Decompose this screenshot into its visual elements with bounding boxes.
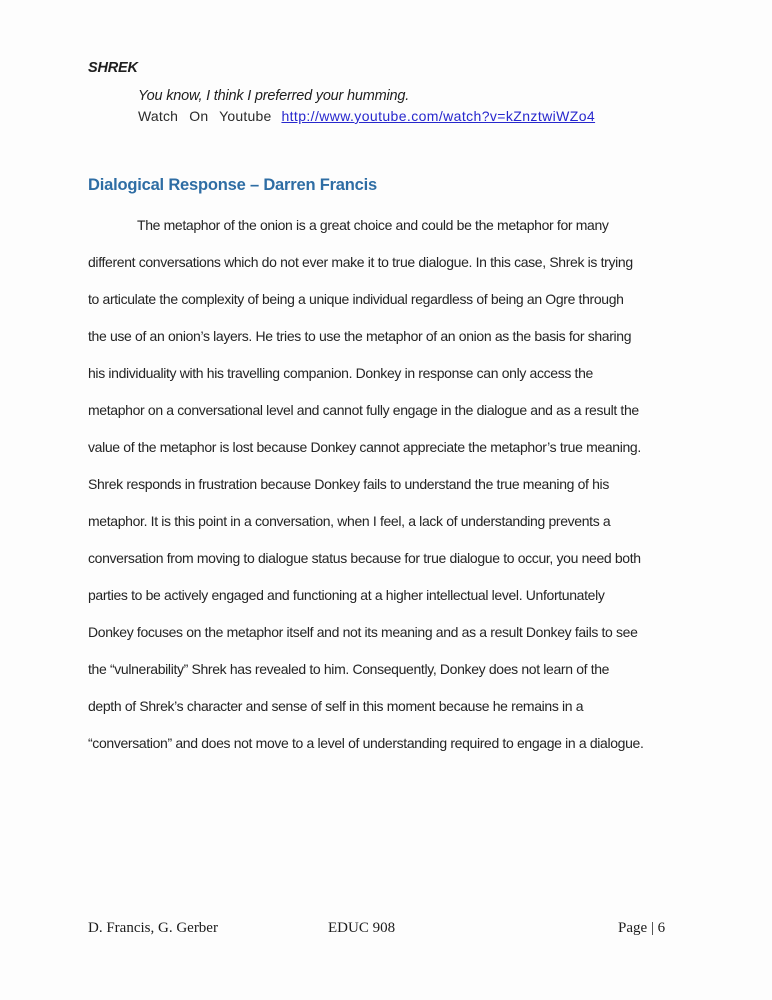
- paragraph-line: conversation from moving to dialogue status because for true dialogue to occur, you need both: [88, 550, 641, 566]
- paragraph-line: Donkey focuses on the metaphor itself and not its meaning and as a result Donkey fails to see: [88, 624, 638, 640]
- paragraph-line: the “vulnerability” Shrek has revealed to him. Consequently, Donkey does not learn of the: [88, 661, 610, 677]
- script-quote-line: You know, I think I preferred your humming.: [138, 88, 410, 104]
- paragraph-line: different conversations which do not ever make it to true dialogue. In this case, Shrek is trying: [88, 254, 633, 270]
- footer-course-code: EDUC 908: [328, 920, 396, 936]
- paragraph-line: parties to be actively engaged and functioning at a higher intellectual level. Unfortunately: [88, 587, 605, 603]
- paragraph-line: value of the metaphor is lost because Donkey cannot appreciate the metaphor’s true meaning.: [88, 439, 641, 455]
- body-paragraph: [88, 207, 728, 762]
- section-heading: Dialogical Response – Darren Francis: [88, 176, 377, 194]
- paragraph-line: depth of Shrek’s character and sense of self in this moment because he remains in a: [88, 698, 584, 714]
- footer-authors: D. Francis, G. Gerber: [88, 920, 218, 936]
- watch-prefix-label: Watch On Youtube: [138, 108, 272, 124]
- youtube-link[interactable]: http://www.youtube.com/watch?v=kZnztwiWZo4: [281, 108, 596, 124]
- paragraph-line: the use of an onion’s layers. He tries to use the metaphor of an onion as the basis for sharing: [88, 328, 632, 344]
- paragraph-line: Shrek responds in frustration because Donkey fails to understand the true meaning of his: [88, 476, 609, 492]
- script-speaker: SHREK: [88, 60, 138, 76]
- paragraph-line: his individuality with his travelling companion. Donkey in response can only access the: [88, 365, 593, 381]
- paragraph-line: The metaphor of the onion is a great choice and could be the metaphor for many: [137, 217, 609, 233]
- paragraph-line: to articulate the complexity of being a unique individual regardless of being an Ogre through: [88, 291, 624, 307]
- paragraph-line: “conversation” and does not move to a level of understanding required to engage in a dialogue.: [88, 735, 644, 751]
- paragraph-line: metaphor on a conversational level and cannot fully engage in the dialogue and as a result the: [88, 402, 639, 418]
- footer-page-number: Page | 6: [618, 920, 666, 936]
- paragraph-line: metaphor. It is this point in a conversation, when I feel, a lack of understanding prevents a: [88, 513, 611, 529]
- watch-on-youtube-line: [138, 108, 595, 124]
